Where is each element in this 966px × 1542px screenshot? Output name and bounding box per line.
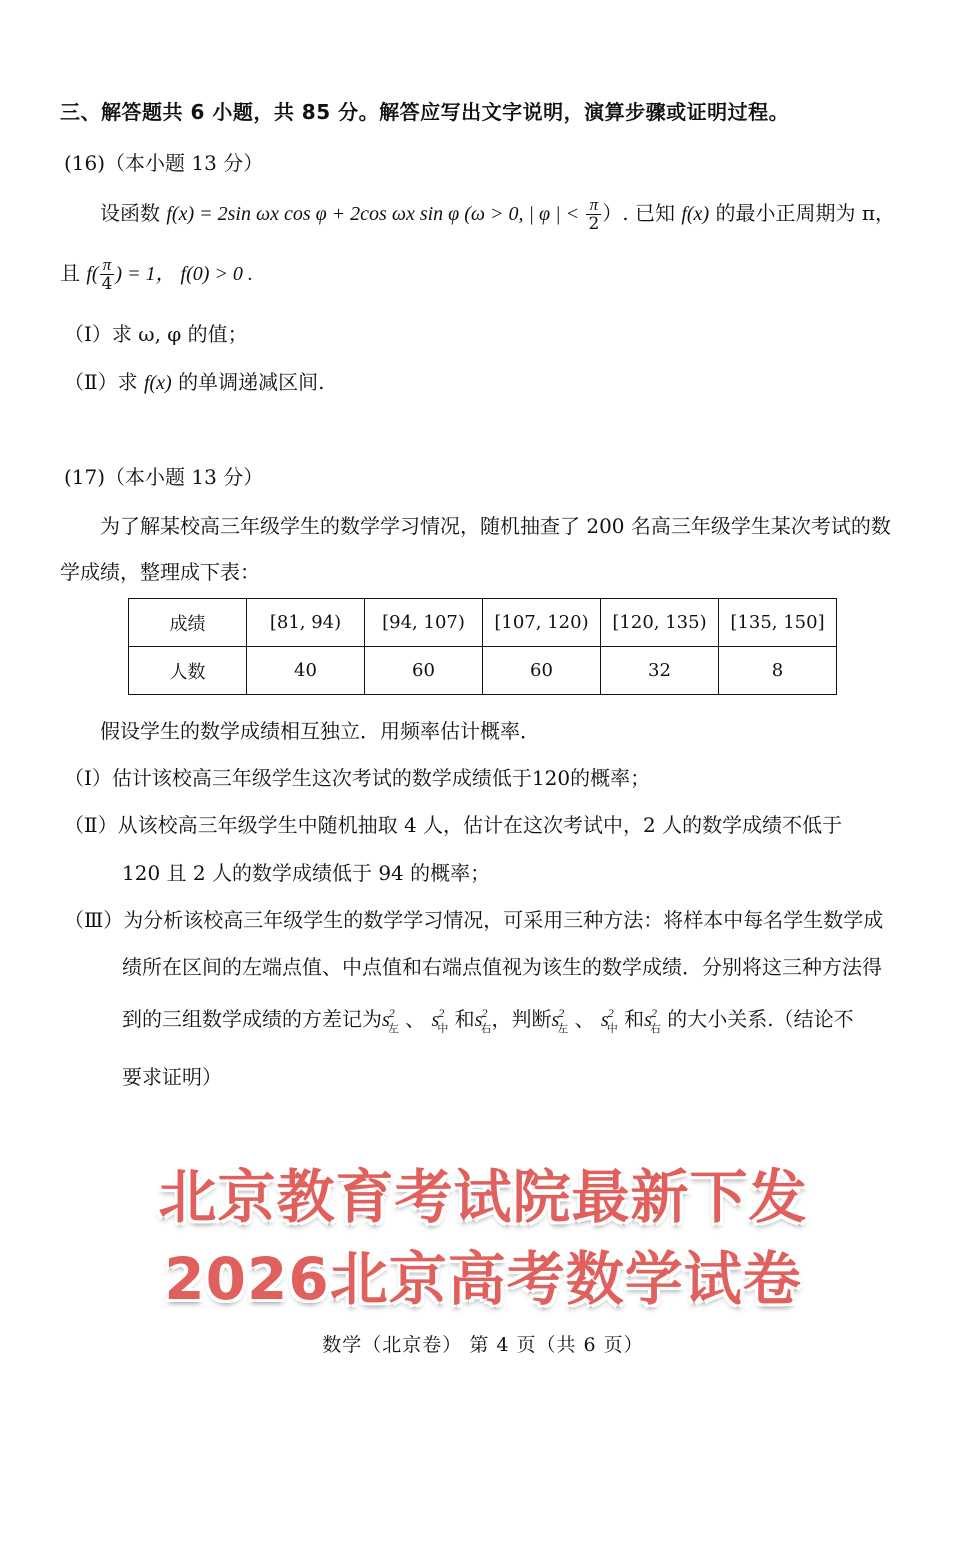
and-word: 和 — [454, 1007, 475, 1031]
section-header: 三、解答题共 6 小题，共 85 分。解答应写出文字说明，演算步骤或证明过程。 — [60, 100, 790, 124]
q16-cond-f: f( — [86, 263, 99, 285]
q16-period-text: 的最小正周期为 π， — [715, 201, 895, 225]
q17-part3-line1: 为分析该校高三年级学生的数学学习情况，可采用三种方法：将样本中每名学生数学成 — [123, 908, 884, 932]
q16-cond-fraction — [100, 256, 115, 293]
q16-stem-line2 — [60, 256, 253, 293]
table-cell-interval: [94, 107) — [365, 599, 483, 647]
table-cell-interval: [135, 150] — [719, 599, 837, 647]
q16-part1 — [64, 318, 248, 347]
q17-part3-tail: 的大小关系.（结论不 — [667, 1007, 854, 1031]
q16-cond-rest: ) = 1， f(0) > 0 . — [115, 263, 253, 285]
q17-part3-num: （Ⅲ） — [64, 908, 124, 932]
q17-part3-line3 — [122, 1003, 854, 1036]
q16-frac-den: 2 — [588, 214, 600, 234]
q16-part2 — [64, 366, 324, 395]
table-cell-interval: [81, 94) — [247, 599, 365, 647]
q17-part1 — [64, 762, 650, 791]
q17-part2-num: （Ⅱ） — [64, 813, 118, 837]
promo-banner-line2: 2026北京高考数学试卷 — [164, 1245, 802, 1313]
q17-part2-line1: 从该校高三年级学生中随机抽取 4 人，估计在这次考试中，2 人的数学成绩不低于 — [117, 813, 843, 837]
table-row — [129, 599, 837, 647]
square-sup: 2 — [438, 1006, 445, 1020]
promo-banner-line1: 北京教育考试院最新下发 — [158, 1163, 808, 1231]
table-cell-interval: [120, 135) — [601, 599, 719, 647]
and-word: 和 — [624, 1007, 645, 1031]
q17-part2-line2: 120 且 2 人的数学成绩低于 94 的概率； — [122, 861, 491, 885]
q16-part2-pre: 求 — [117, 370, 138, 394]
sub-right: 右 — [480, 1023, 492, 1035]
q16-function: f(x) = 2sin ωx cos φ + 2cos ωx sin φ (ω > 0, | φ | < — [166, 203, 580, 225]
q16-part1-num: （Ⅰ） — [64, 322, 112, 346]
table-header-cell: 人数 — [129, 647, 247, 695]
sub-right: 右 — [649, 1023, 661, 1035]
variance-s-mid — [431, 1006, 449, 1035]
q17-part1-text: 估计该校高三年级学生这次考试的数学成绩低于120的概率； — [111, 766, 651, 790]
table-cell-count: 60 — [365, 647, 483, 695]
q16-after-frac: ）. 已知 — [602, 201, 675, 225]
table-cell-interval: [107, 120) — [483, 599, 601, 647]
q17-part2 — [64, 809, 842, 838]
q16-intro: 设函数 — [100, 201, 160, 225]
variance-s-right — [474, 1006, 492, 1035]
q16-cond-den: 4 — [101, 274, 113, 294]
table-cell-count: 40 — [247, 647, 365, 695]
square-sup: 2 — [650, 1006, 657, 1020]
q17-label: (17)（本小题 13 分） — [64, 465, 264, 489]
sub-mid: 中 — [606, 1023, 618, 1035]
sub-left: 左 — [557, 1023, 569, 1035]
table-cell-count: 32 — [601, 647, 719, 695]
score-table — [128, 598, 837, 695]
table-header-cell: 成绩 — [129, 599, 247, 647]
separator: 、 — [574, 1007, 595, 1031]
q17-part3-line2: 绩所在区间的左端点值、中点值和右端点值视为该生的数学成绩．分别将这三种方法得 — [122, 955, 882, 979]
square-sup: 2 — [481, 1006, 488, 1020]
variance-s-mid-2 — [600, 1006, 618, 1035]
square-sup: 2 — [388, 1006, 395, 1020]
q16-cond-num: π — [100, 256, 115, 275]
square-sup: 2 — [607, 1006, 614, 1020]
square-sup: 2 — [558, 1006, 565, 1020]
s-symbol: s — [474, 1009, 483, 1031]
q17-part1-num: （Ⅰ） — [64, 766, 112, 790]
q16-part2-fx: f(x) — [143, 372, 172, 394]
q16-stem-line1 — [100, 196, 895, 233]
q16-cond-prefix: 且 — [60, 261, 80, 285]
s-symbol: s — [551, 1009, 560, 1031]
q17-assumption: 假设学生的数学成绩相互独立．用频率估计概率． — [100, 719, 540, 743]
q17-intro-line2: 学成绩，整理成下表： — [60, 560, 260, 584]
variance-s-left — [382, 1006, 399, 1035]
q17-part3-line4: 要求证明） — [122, 1065, 222, 1089]
sub-left: 左 — [387, 1023, 399, 1035]
s-symbol: s — [382, 1009, 390, 1031]
variance-s-left-2 — [551, 1006, 569, 1035]
variance-s-right-2 — [644, 1006, 661, 1035]
table-row — [129, 647, 837, 695]
s-symbol: s — [600, 1009, 609, 1031]
q17-part3 — [64, 904, 883, 933]
table-cell-count: 8 — [719, 647, 837, 695]
page-footer: 数学（北京卷） 第 4 页（共 6 页） — [322, 1334, 644, 1356]
sub-mid: 中 — [437, 1023, 449, 1035]
q16-label: (16)（本小题 13 分） — [64, 151, 264, 175]
q16-part2-num: （Ⅱ） — [64, 370, 118, 394]
q16-part2-post: 的单调递减区间. — [178, 370, 325, 394]
separator: 、 — [405, 1007, 426, 1031]
table-cell-count: 60 — [483, 647, 601, 695]
q16-part1-text: 求 ω, φ 的值； — [111, 322, 248, 346]
s-symbol: s — [644, 1009, 652, 1031]
judge-word: ，判断 — [491, 1007, 552, 1031]
q16-frac-num: π — [586, 196, 601, 215]
q16-fx: f(x) — [681, 203, 710, 225]
q17-part3-line3-a: 到的三组数学成绩的方差记为 — [122, 1007, 382, 1031]
q16-fraction — [586, 196, 601, 233]
s-symbol: s — [431, 1009, 440, 1031]
q17-intro-line1: 为了解某校高三年级学生的数学学习情况，随机抽查了 200 名高三年级学生某次考试的数 — [100, 514, 891, 538]
